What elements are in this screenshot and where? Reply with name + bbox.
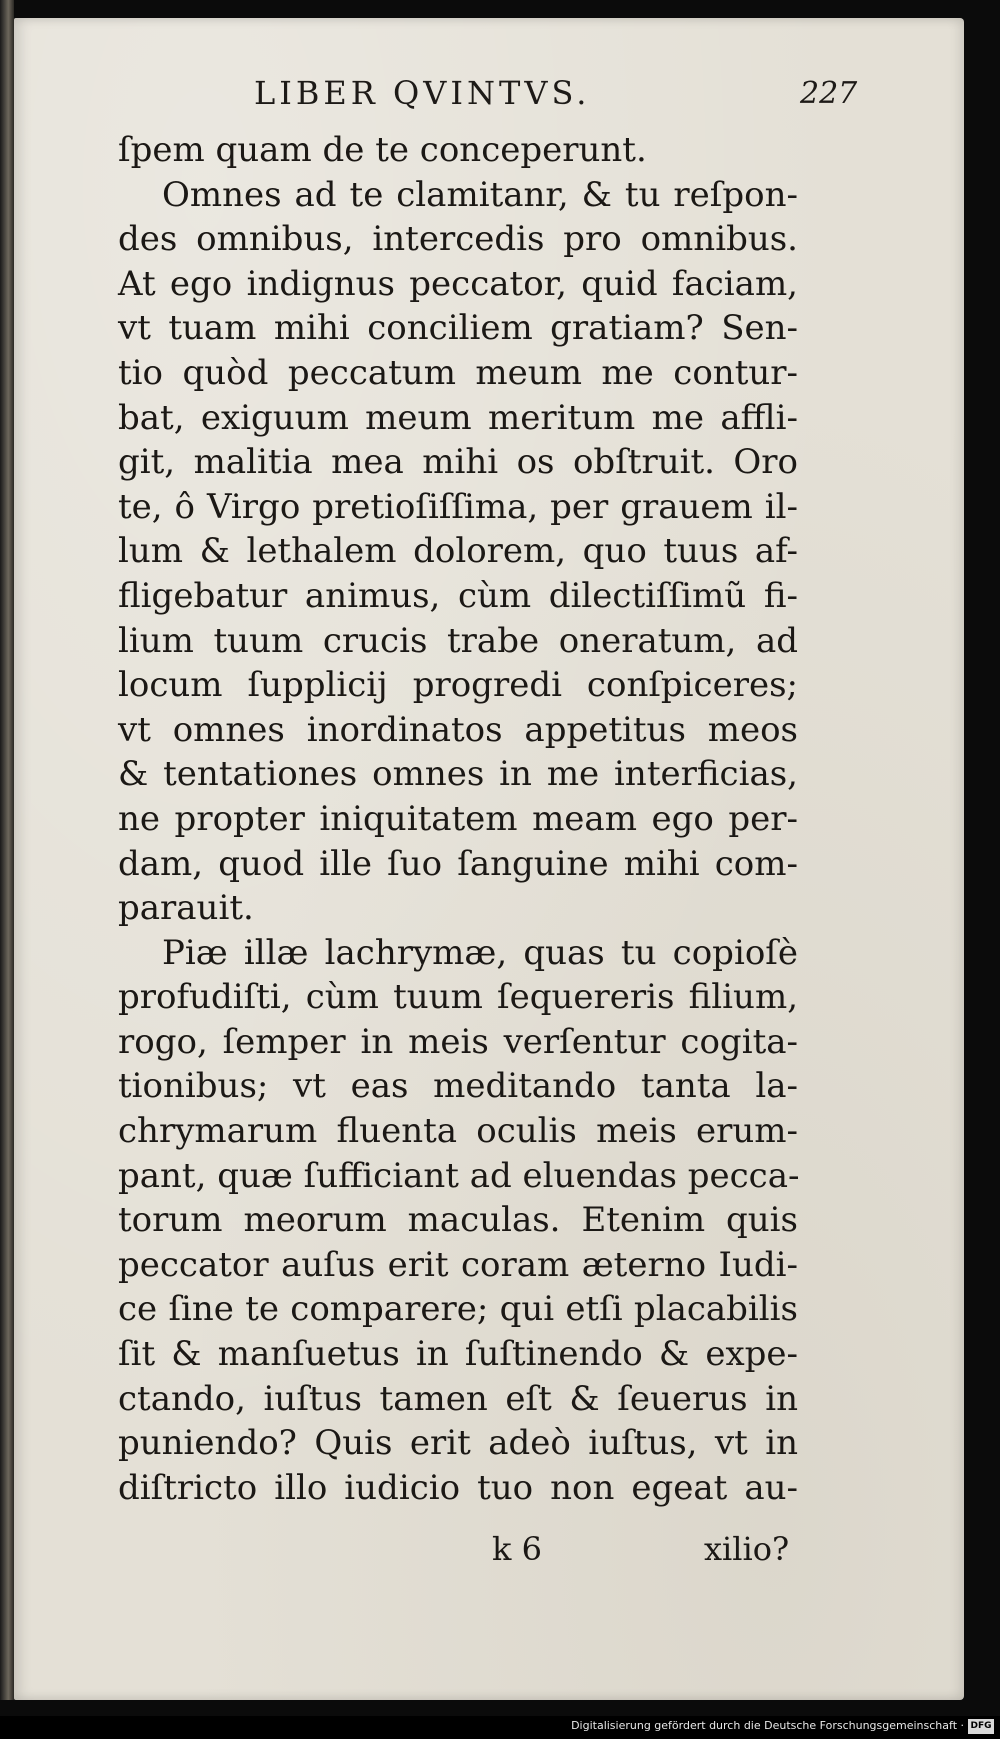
- page-body-text: [118, 128, 798, 1510]
- credit-text: Digitalisierung gefördert durch die Deutsche Forschungsgemeinschaft ·: [571, 1719, 964, 1732]
- text-line: Piæ illæ lachrymæ, quas tu copioſè: [162, 932, 798, 973]
- book-page: [14, 18, 964, 1700]
- book-spine-edge: [0, 0, 14, 1700]
- text-line: git, malitia mea mihi os obſtruit. Oro: [118, 442, 798, 483]
- text-line: tionibus; vt eas meditando tanta la-: [118, 1066, 798, 1107]
- text-line: dam, quod ille ſuo ſanguine mihi com-: [118, 843, 798, 884]
- text-line: vt omnes inordinatos appetitus meos: [118, 709, 798, 750]
- dfg-logo: DFG: [968, 1719, 994, 1734]
- text-line: torum meorum maculas. Etenim quis: [118, 1200, 798, 1241]
- text-line: pant, quæ ſufficiant ad eluendas pecca-: [118, 1155, 800, 1196]
- text-line: ce ſine te comparere; qui etſi placabilis: [118, 1289, 798, 1330]
- text-line: puniendo? Quis erit adeò iuſtus, vt in: [118, 1423, 798, 1464]
- text-line: lium tuum crucis trabe oneratum, ad: [118, 620, 798, 661]
- running-title: LIBER QVINTVS.: [254, 74, 591, 112]
- text-line: vt tuam mihi conciliem gratiam? Sen-: [118, 308, 798, 349]
- text-line: tio quòd peccatum meum me contur-: [118, 352, 798, 393]
- text-line: des omnibus, intercedis pro omnibus.: [118, 219, 798, 260]
- page-number: 227: [800, 76, 858, 111]
- text-line: ſit & manſuetus in ſuſtinendo & expe-: [118, 1334, 798, 1375]
- signature-mark: k 6: [492, 1530, 542, 1568]
- text-line: & tentationes omnes in me interficias,: [118, 754, 798, 795]
- text-line: ſpem quam de te conceperunt.: [118, 130, 647, 170]
- text-line: ne propter iniquitatem meam ego per-: [118, 798, 798, 839]
- text-line: locum ſupplicij progredi conſpiceres;: [118, 665, 798, 706]
- text-line: chrymarum fluenta oculis meis erum-: [118, 1111, 798, 1152]
- digitization-credit-bar: [0, 1716, 1000, 1739]
- text-line: lum & lethalem dolorem, quo tuus af-: [118, 531, 798, 572]
- text-line: Omnes ad te clamitanr, & tu reſpon-: [162, 174, 798, 215]
- text-line: ctando, iuſtus tamen eſt & ſeuerus in: [118, 1378, 798, 1419]
- text-line: fligebatur animus, cùm dilectiſſimũ fi-: [118, 575, 798, 616]
- text-line: bat, exiguum meum meritum me affli-: [118, 397, 798, 438]
- text-line: diſtricto illo iudicio tuo non egeat au-: [118, 1467, 798, 1508]
- text-line: At ego indignus peccator, quid faciam,: [118, 263, 798, 304]
- text-line: peccator auſus erit coram æterno Iudi-: [118, 1244, 798, 1285]
- text-line: profudiſti, cùm tuum ſequereris filium,: [118, 977, 798, 1018]
- text-line: rogo, ſemper in meis verſentur cogita-: [118, 1021, 798, 1062]
- catchword: xilio?: [704, 1530, 790, 1568]
- text-line: parauit.: [118, 888, 254, 929]
- text-line: te, ô Virgo pretioſiſſima, per grauem il-: [118, 486, 798, 527]
